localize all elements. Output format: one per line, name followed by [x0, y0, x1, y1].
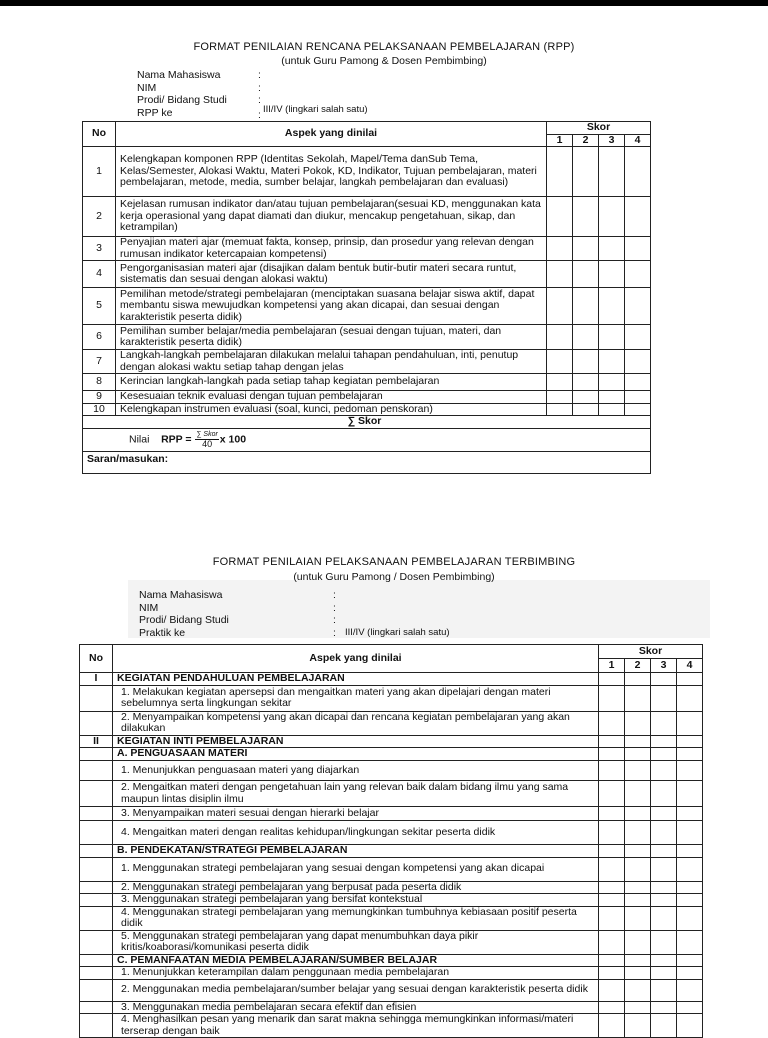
info-label: Prodi/ Bidang Studi [137, 94, 227, 106]
subsection-title: B. PENDEKATAN/STRATEGI PEMBELAJARAN [113, 845, 599, 858]
aspect-item: 1. Menggunakan strategi pembelajaran yang sesuai dengan kompetensi yang akan dicapai [113, 857, 599, 881]
score-cell[interactable] [625, 673, 651, 686]
info-value[interactable]: III/IV (lingkari salah satu) [345, 626, 450, 638]
score-cell[interactable] [599, 391, 625, 404]
score-cell[interactable] [599, 1014, 625, 1038]
score-cell[interactable] [547, 237, 573, 261]
score-cell[interactable] [651, 711, 677, 735]
score-cell[interactable] [599, 374, 625, 391]
score-cell[interactable] [547, 288, 573, 325]
score-cell[interactable] [573, 403, 599, 416]
score-cell[interactable] [677, 1001, 703, 1014]
row-number: 4 [83, 261, 116, 288]
score-cell[interactable] [651, 954, 677, 967]
score-cell[interactable] [651, 673, 677, 686]
score-cell[interactable] [677, 881, 703, 894]
aspect-item: 1. Melakukan kegiatan apersepsi dan mengaitkan materi yang akan dipelajari dengan materi sebelumnya serta lingkungan sekitar [113, 685, 599, 711]
form1-table [82, 121, 651, 474]
score-cell[interactable] [625, 711, 651, 735]
score-cell[interactable] [599, 1001, 625, 1014]
header-score-1: 1 [599, 659, 625, 673]
score-cell[interactable] [599, 967, 625, 980]
score-cell[interactable] [651, 979, 677, 1001]
score-cell[interactable] [625, 350, 651, 374]
row-number: 7 [83, 350, 116, 374]
info-label: Praktik ke [139, 626, 186, 639]
row-number: 3 [83, 237, 116, 261]
score-cell[interactable] [573, 261, 599, 288]
score-cell[interactable] [625, 391, 651, 404]
score-cell[interactable] [651, 761, 677, 781]
form1-info: Nama Mahasiswa : NIM : Prodi/ Bidang Studi : RPP ke : III/IV (lingkari salah satu) [137, 69, 368, 121]
form2-title: FORMAT PENILAIAN PELAKSANAAN PEMBELAJARAN TERBIMBING [212, 556, 576, 568]
table-row [83, 391, 651, 404]
score-cell[interactable] [547, 147, 573, 197]
score-cell[interactable] [677, 673, 703, 686]
score-cell[interactable] [625, 906, 651, 930]
score-cell[interactable] [625, 845, 651, 858]
form2-table [79, 644, 703, 1038]
score-cell[interactable] [599, 761, 625, 781]
aspect-item: 2. Menggunakan media pembelajaran/sumber belajar yang sesuai dengan karakteristik peserta didik [113, 979, 599, 1001]
score-cell[interactable] [625, 325, 651, 350]
score-cell[interactable] [651, 748, 677, 761]
score-cell[interactable] [677, 930, 703, 954]
score-cell[interactable] [625, 761, 651, 781]
row-aspect: Pemilihan metode/strategi pembelajaran (menciptakan suasana belajar siswa aktif, dapat membantu siswa mewujudkan kompetensi yang akan dicapai, dan sesuai dengan karakteristik peserta didik) [116, 288, 547, 325]
table-row [83, 403, 651, 416]
score-cell[interactable] [599, 881, 625, 894]
score-cell[interactable] [625, 237, 651, 261]
formula-fraction [195, 431, 218, 448]
score-cell[interactable] [677, 857, 703, 881]
score-cell[interactable] [599, 906, 625, 930]
score-cell[interactable] [599, 237, 625, 261]
score-cell[interactable] [677, 735, 703, 748]
score-cell[interactable] [547, 350, 573, 374]
score-cell[interactable] [625, 288, 651, 325]
score-cell[interactable] [573, 237, 599, 261]
score-cell[interactable] [599, 748, 625, 761]
formula-rhs: x 100 [219, 433, 247, 446]
form1-title: FORMAT PENILAIAN RENCANA PELAKSANAAN PEMBELAJARAN (RPP) [193, 41, 575, 53]
score-cell[interactable] [651, 781, 677, 807]
score-cell[interactable] [599, 673, 625, 686]
score-cell[interactable] [625, 781, 651, 807]
row-number: 6 [83, 325, 116, 350]
row-aspect: Kerincian langkah-langkah pada setiap tahap kegiatan pembelajaran [116, 374, 547, 391]
aspect-item: 2. Mengaitkan materi dengan pengetahuan lain yang relevan baik dalam bidang ilmu yang sama maupun lintas disiplin ilmu [113, 781, 599, 807]
score-cell[interactable] [677, 845, 703, 858]
section-number: II [80, 735, 113, 748]
score-cell[interactable] [625, 881, 651, 894]
row-number: 5 [83, 288, 116, 325]
info-label: Nama Mahasiswa [137, 69, 221, 81]
score-cell[interactable] [599, 845, 625, 858]
score-cell[interactable] [677, 906, 703, 930]
score-cell[interactable] [625, 403, 651, 416]
table-row [83, 325, 651, 350]
score-cell[interactable] [599, 325, 625, 350]
score-cell[interactable] [573, 391, 599, 404]
row-aspect: Kesesuaian teknik evaluasi dengan tujuan pembelajaran [116, 391, 547, 404]
subsection-title: C. PEMANFAATAN MEDIA PEMBELAJARAN/SUMBER BELAJAR [113, 954, 599, 967]
header-score-4: 4 [625, 134, 651, 147]
aspect-item: 1. Menunjukkan penguasaan materi yang diajarkan [113, 761, 599, 781]
score-cell[interactable] [677, 894, 703, 907]
score-cell[interactable] [625, 748, 651, 761]
header-no: No [83, 122, 116, 147]
score-cell[interactable] [651, 967, 677, 980]
score-cell[interactable] [625, 807, 651, 821]
aspect-item: 4. Menggunakan strategi pembelajaran yang memungkinkan tumbuhnya kebiasaan positif peserta didik [113, 906, 599, 930]
aspect-item: 3. Menggunakan strategi pembelajaran yang bersifat kontekstual [113, 894, 599, 907]
score-cell[interactable] [625, 685, 651, 711]
aspect-item: 2. Menggunakan strategi pembelajaran yang berpusat pada peserta didik [113, 881, 599, 894]
row-number: 9 [83, 391, 116, 404]
score-cell[interactable] [599, 711, 625, 735]
formula-lhs: RPP = [161, 433, 192, 446]
score-cell[interactable] [599, 403, 625, 416]
score-cell[interactable] [625, 197, 651, 237]
score-cell[interactable] [547, 197, 573, 237]
table-row [83, 197, 651, 237]
score-cell[interactable] [651, 894, 677, 907]
aspect-item: 2. Menyampaikan kompetensi yang akan dicapai dan rencana kegiatan pembelajaran yang akan dilakukan [113, 711, 599, 735]
score-cell[interactable] [677, 979, 703, 1001]
score-cell[interactable] [573, 288, 599, 325]
section-title: KEGIATAN PENDAHULUAN PEMBELAJARAN [113, 673, 599, 686]
score-cell[interactable] [625, 735, 651, 748]
header-aspect: Aspek yang dinilai [116, 122, 547, 147]
header-score-3: 3 [599, 134, 625, 147]
score-cell[interactable] [599, 954, 625, 967]
score-cell[interactable] [599, 821, 625, 845]
subsection-title: A. PENGUASAAN MATERI [113, 748, 599, 761]
row-aspect: Kelengkapan komponen RPP (Identitas Sekolah, Mapel/Tema danSub Tema, Kelas/Semester, Alokasi Waktu, Materi Pokok, KD, Indikator, Tujuan pembelajaran, materi pembelajaran, metode, media, sumber belajar, langkah pembelajaran dan evaluasi) [116, 147, 547, 197]
row-aspect: Penyajian materi ajar (memuat fakta, konsep, prinsip, dan prosedur yang relevan dengan rumusan indikator ketercapaian kompetensi) [116, 237, 547, 261]
score-cell[interactable] [625, 1001, 651, 1014]
header-score-1: 1 [547, 134, 573, 147]
score-cell[interactable] [625, 930, 651, 954]
section-number: I [80, 673, 113, 686]
info-label: Nama Mahasiswa [139, 589, 223, 601]
score-cell[interactable] [651, 906, 677, 930]
row-aspect: Langkah-langkah pembelajaran dilakukan melalui tahapan pendahuluan, inti, penutup dengan alokasi waktu setiap tahap dengan jelas [116, 350, 547, 374]
formula-numerator: ∑ Skor [196, 431, 218, 438]
score-cell[interactable] [547, 403, 573, 416]
score-cell[interactable] [677, 954, 703, 967]
score-cell[interactable] [625, 147, 651, 197]
score-cell[interactable] [599, 147, 625, 197]
section-title: KEGIATAN INTI PEMBELAJARAN [113, 735, 599, 748]
score-cell[interactable] [573, 197, 599, 237]
row-number: 10 [83, 403, 116, 416]
score-cell[interactable] [651, 685, 677, 711]
row-number: 1 [83, 147, 116, 197]
score-cell[interactable] [599, 197, 625, 237]
score-cell[interactable] [599, 857, 625, 881]
aspect-item: 4. Mengaitkan materi dengan realitas kehidupan/lingkungan sekitar peserta didik [113, 821, 599, 845]
row-aspect: Pengorganisasian materi ajar (disajikan dalam bentuk butir-butir materi secara runtut, sistematis dan sesuai dengan alokasi waktu) [116, 261, 547, 288]
aspect-item: 3. Menggunakan media pembelajaran secara efektif dan efisien [113, 1001, 599, 1014]
header-aspect: Aspek yang dinilai [113, 645, 599, 673]
score-cell[interactable] [677, 748, 703, 761]
aspect-item: 5. Menggunakan strategi pembelajaran yang dapat menumbuhkan daya pikir kritis/koaborasi/komunikasi peserta didik [113, 930, 599, 954]
aspect-item: 1. Menunjukkan keterampilan dalam penggunaan media pembelajaran [113, 967, 599, 980]
score-cell[interactable] [677, 781, 703, 807]
score-cell[interactable] [573, 350, 599, 374]
aspect-item: 4. Menghasilkan pesan yang menarik dan sarat makna sehingga memungkinkan informasi/materi terserap dengan baik [113, 1014, 599, 1038]
score-cell[interactable] [625, 261, 651, 288]
score-cell[interactable] [547, 374, 573, 391]
score-cell[interactable] [651, 881, 677, 894]
score-cell[interactable] [651, 735, 677, 748]
info-label: RPP ke [137, 106, 173, 119]
form1-subtitle: (untuk Guru Pamong & Dosen Pembimbing) [281, 55, 487, 67]
table-row [83, 374, 651, 391]
score-cell[interactable] [651, 1001, 677, 1014]
table-row [83, 237, 651, 261]
score-cell[interactable] [599, 288, 625, 325]
saran-row [83, 451, 651, 473]
score-cell[interactable] [651, 930, 677, 954]
form2-info: Nama Mahasiswa : NIM : Prodi/ Bidang Studi : Praktik ke : III/IV (lingkari salah satu) [139, 589, 450, 639]
table-row [83, 147, 651, 197]
score-cell[interactable] [599, 930, 625, 954]
score-cell[interactable] [547, 325, 573, 350]
row-aspect: Kejelasan rumusan indikator dan/atau tujuan pembelajaran(sesuai KD, menggunakan kata kerja operasional yang dapat diamati dan diukur, mencakup pengetahuan, sikap, dan ketrampilan) [116, 197, 547, 237]
score-cell[interactable] [651, 807, 677, 821]
row-number: 2 [83, 197, 116, 237]
row-aspect: Kelengkapan instrumen evaluasi (soal, kunci, pedoman penskoran) [116, 403, 547, 416]
info-label: NIM [139, 601, 159, 614]
row-aspect: Pemilihan sumber belajar/media pembelajaran (sesuai dengan tujuan, materi, dan karakteristik peserta didik) [116, 325, 547, 350]
header-score-2: 2 [625, 659, 651, 673]
header-no: No [80, 645, 113, 673]
score-cell[interactable] [625, 954, 651, 967]
score-cell[interactable] [599, 261, 625, 288]
sum-row [83, 416, 651, 429]
score-cell[interactable] [677, 821, 703, 845]
score-formula [83, 428, 651, 451]
score-cell[interactable] [651, 857, 677, 881]
table-row [83, 261, 651, 288]
formula-row [83, 428, 651, 451]
score-cell[interactable] [677, 761, 703, 781]
info-label: NIM [137, 81, 157, 94]
score-cell[interactable] [625, 374, 651, 391]
score-cell[interactable] [677, 711, 703, 735]
score-cell[interactable] [599, 350, 625, 374]
score-cell[interactable] [573, 147, 599, 197]
score-cell[interactable] [625, 979, 651, 1001]
score-cell[interactable] [625, 821, 651, 845]
table-row [83, 288, 651, 325]
row-number: 8 [83, 374, 116, 391]
score-cell[interactable] [599, 735, 625, 748]
top-band [0, 0, 768, 6]
info-label: Prodi/ Bidang Studi [139, 614, 229, 626]
formula-denominator: 40 [202, 439, 213, 449]
info-value[interactable]: III/IV (lingkari salah satu) [263, 103, 368, 115]
header-score-2: 2 [573, 134, 599, 147]
score-cell[interactable] [625, 894, 651, 907]
formula-prefix: Nilai [129, 433, 150, 446]
aspect-item: 3. Menyampaikan materi sesuai dengan hierarki belajar [113, 807, 599, 821]
score-cell[interactable] [573, 325, 599, 350]
score-cell[interactable] [677, 807, 703, 821]
score-cell[interactable] [599, 979, 625, 1001]
table-row [83, 350, 651, 374]
form2-subtitle: (untuk Guru Pamong / Dosen Pembimbing) [293, 571, 495, 583]
header-score: Skor [547, 122, 651, 135]
header-score: Skor [599, 645, 703, 659]
score-cell[interactable] [625, 1014, 651, 1038]
score-cell[interactable] [599, 894, 625, 907]
score-cell[interactable] [677, 685, 703, 711]
score-cell[interactable] [651, 1014, 677, 1038]
score-cell[interactable] [599, 781, 625, 807]
score-cell[interactable] [599, 685, 625, 711]
score-cell[interactable] [547, 391, 573, 404]
score-cell[interactable] [651, 845, 677, 858]
score-cell[interactable] [651, 821, 677, 845]
header-score-4: 4 [677, 659, 703, 673]
score-cell[interactable] [677, 1014, 703, 1038]
score-cell[interactable] [625, 967, 651, 980]
score-cell[interactable] [573, 374, 599, 391]
score-cell[interactable] [547, 261, 573, 288]
score-cell[interactable] [625, 857, 651, 881]
sum-label: ∑ Skor [83, 416, 651, 429]
score-cell[interactable] [677, 967, 703, 980]
score-cell[interactable] [599, 807, 625, 821]
saran-label[interactable]: Saran/masukan: [83, 451, 651, 473]
header-score-3: 3 [651, 659, 677, 673]
